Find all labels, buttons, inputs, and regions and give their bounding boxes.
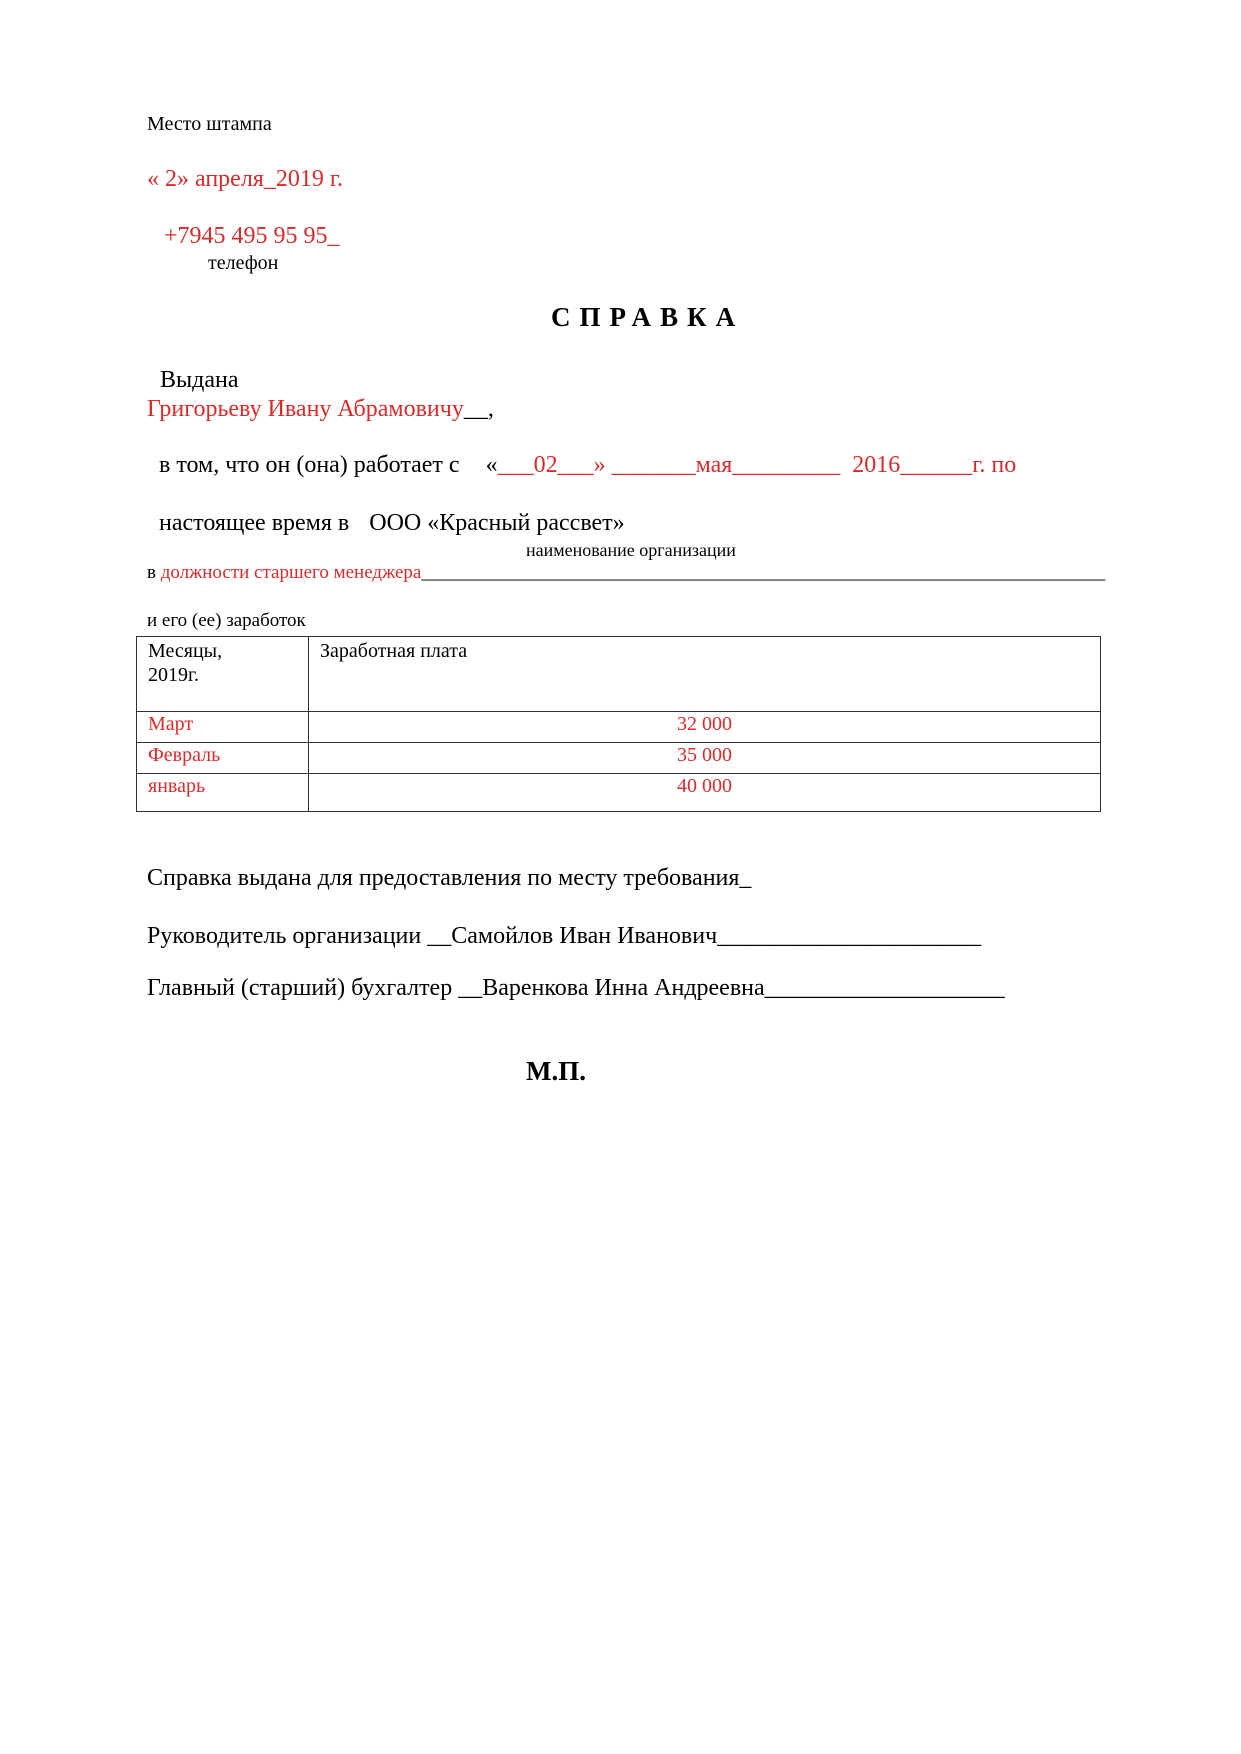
amount-cell: 35 000 bbox=[309, 743, 1101, 774]
position-prefix: в bbox=[147, 562, 156, 583]
header-salary-cell: Заработная плата bbox=[309, 637, 1101, 712]
header-months-line1: Месяцы, bbox=[148, 640, 223, 662]
document-title: СПРАВКА bbox=[551, 302, 745, 332]
chief-accountant-line: Главный (старший) бухгалтер __Варенкова Инна Андреевна____________________ bbox=[147, 975, 1005, 1001]
header-months-cell bbox=[137, 637, 309, 712]
salary-table bbox=[136, 636, 1101, 812]
phone-caption: телефон bbox=[208, 252, 279, 274]
organization-name: ООО «Красный рассвет» bbox=[369, 510, 625, 536]
month-cell: Март bbox=[137, 712, 309, 743]
issued-trailing: __, bbox=[463, 396, 494, 422]
employment-year: 2016 bbox=[852, 452, 901, 478]
employment-line bbox=[159, 452, 1016, 479]
employment-quote-open: « bbox=[485, 452, 498, 478]
head-of-organization-line: Руководитель организации __Самойлов Иван Иванович______________________ bbox=[147, 923, 982, 949]
table-row bbox=[137, 712, 1101, 743]
employment-suffix: ______г. по bbox=[900, 452, 1017, 478]
date-line: « 2» апреля_2019 г. bbox=[147, 166, 343, 192]
employee-name: Григорьеву Ивану Абрамовичу bbox=[147, 396, 464, 422]
position-line bbox=[147, 562, 1105, 584]
phone-number: +7945 495 95 95_ bbox=[164, 223, 340, 249]
amount-cell: 40 000 bbox=[309, 774, 1101, 812]
seal-place-label: М.П. bbox=[526, 1056, 586, 1086]
organization-line bbox=[159, 510, 625, 537]
table-row bbox=[137, 743, 1101, 774]
issued-label: Выдана bbox=[160, 367, 239, 393]
organization-caption: наименование организации bbox=[526, 540, 736, 560]
purpose-line: Справка выдана для предоставления по месту требования_ bbox=[147, 865, 752, 891]
employment-pre-day: ___ bbox=[497, 452, 534, 478]
employment-pre-month: _______ bbox=[611, 452, 696, 478]
stamp-place-label: Место штампа bbox=[147, 113, 272, 135]
table-row bbox=[137, 774, 1101, 812]
employment-post-month: _________ bbox=[732, 452, 841, 478]
amount-cell: 32 000 bbox=[309, 712, 1101, 743]
month-cell: январь bbox=[137, 774, 309, 812]
position-value: должности старшего менеджера bbox=[160, 562, 422, 583]
issued-to-line bbox=[147, 396, 494, 423]
header-months-line2: 2019г. bbox=[148, 664, 199, 686]
employment-post-day: ___» bbox=[557, 452, 606, 478]
employment-month: мая bbox=[695, 452, 733, 478]
earnings-label: и его (ее) заработок bbox=[147, 610, 306, 631]
table-header-row bbox=[137, 637, 1101, 712]
employment-prefix: в том, что он (она) работает с bbox=[159, 452, 460, 478]
employment-day: 02 bbox=[533, 452, 558, 478]
month-cell: Февраль bbox=[137, 743, 309, 774]
organization-prefix: настоящее время в bbox=[159, 510, 350, 536]
position-underline: ________________________________________________________________________ bbox=[421, 562, 1106, 583]
